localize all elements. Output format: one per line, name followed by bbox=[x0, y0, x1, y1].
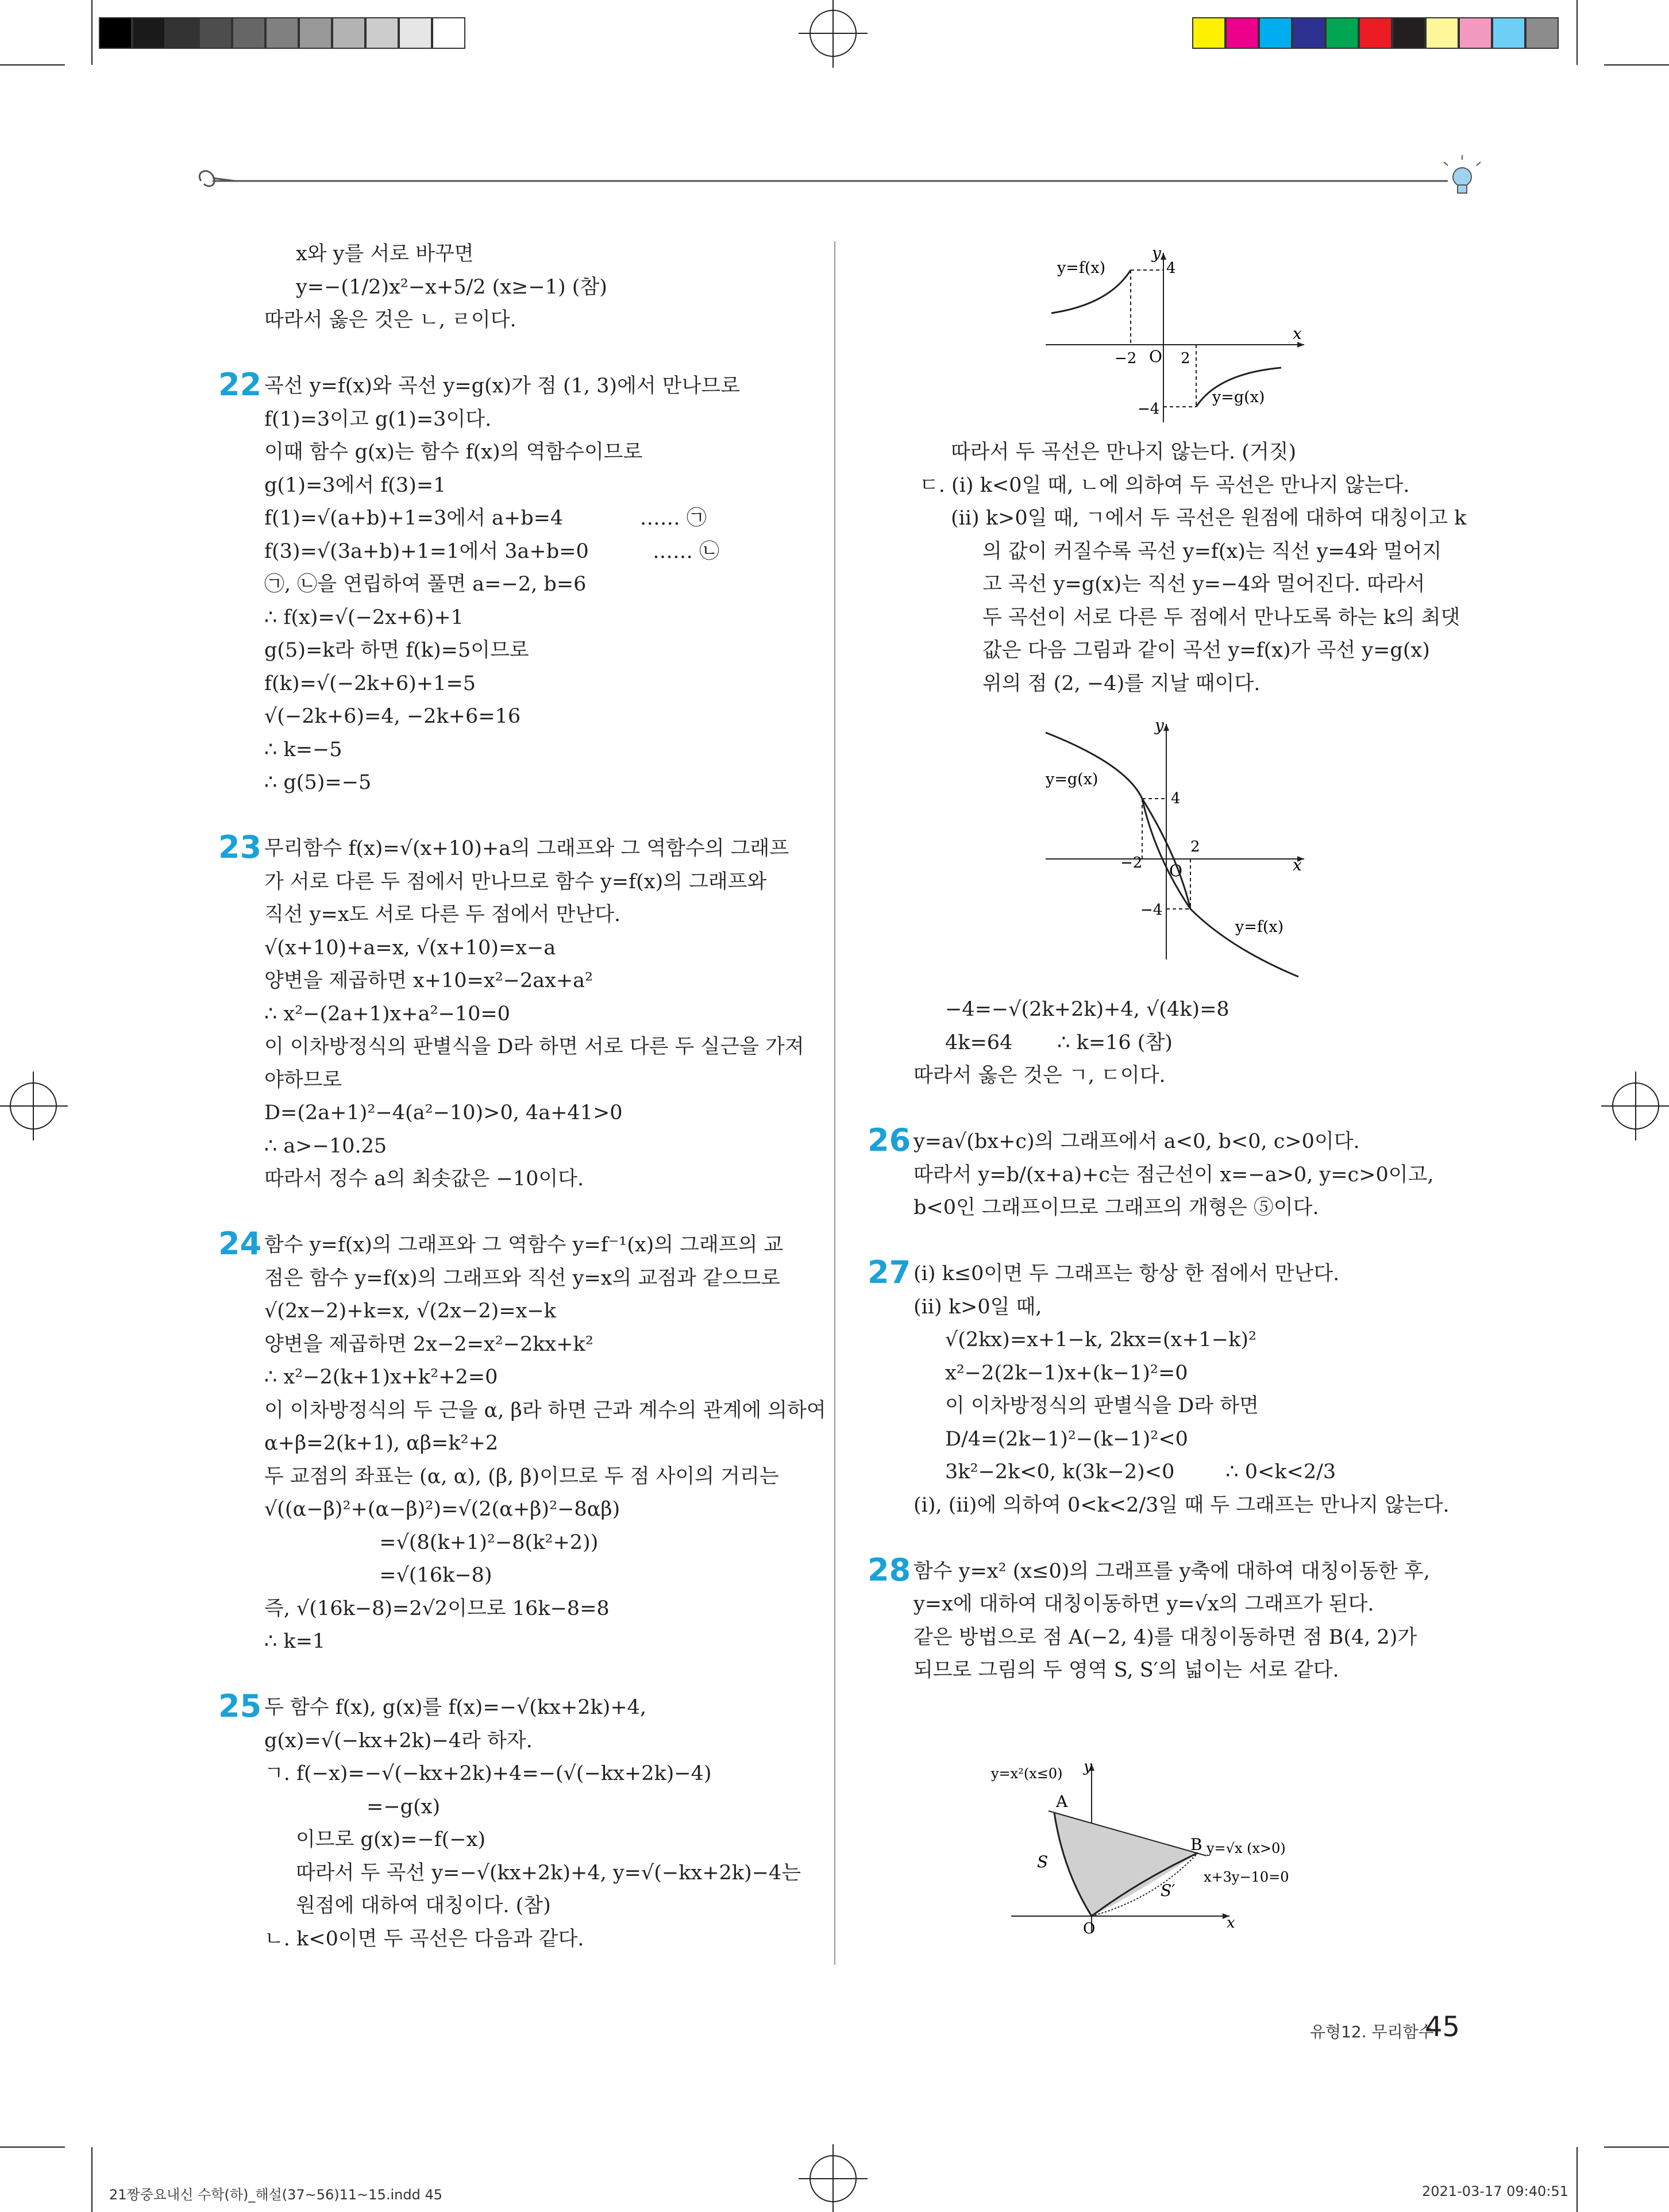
tick-neg2: −2 bbox=[1120, 854, 1143, 872]
text-line: 무리함수 f(x)=√(x+10)+a의 그래프와 그 역함수의 그래프 bbox=[264, 837, 789, 860]
text-line: ㄷ. (ⅰ) k<0일 때, ㄴ에 의하여 두 곡선은 만나지 않는다. bbox=[919, 473, 1410, 497]
ribbon-icon bbox=[199, 171, 236, 186]
tick-4: 4 bbox=[1166, 260, 1176, 277]
text-line: ∴ k=1 bbox=[264, 1630, 326, 1653]
text-line: 점은 함수 y=f(x)의 그래프와 직선 y=x의 교점과 같으므로 bbox=[264, 1266, 781, 1290]
text-line: ∴ f(x)=√(−2x+6)+1 bbox=[264, 606, 464, 629]
text-line: D/4=(2k−1)²−(k−1)²<0 bbox=[945, 1427, 1188, 1451]
text-line: 양변을 제곱하면 2x−2=x²−2kx+k² bbox=[264, 1332, 593, 1356]
text-line: ㄴ. k<0이면 두 곡선은 다음과 같다. bbox=[264, 1927, 584, 1951]
problem-number: 26 bbox=[868, 1122, 911, 1158]
text-line: 따라서 옳은 것은 ㄱ, ㄷ이다. bbox=[913, 1064, 1166, 1087]
text-line: 이 이차방정식의 판별식을 D라 하면 bbox=[945, 1394, 1259, 1417]
text-line: √(2kx)=x+1−k, 2kx=(x+1−k)² bbox=[945, 1328, 1257, 1351]
text-line: ㉠, ㉡을 연립하여 풀면 a=−2, b=6 bbox=[264, 573, 587, 596]
origin-label: O bbox=[1169, 861, 1182, 880]
y-axis-label: y bbox=[1152, 244, 1161, 263]
text-line: 양변을 제곱하면 x+10=x²−2ax+a² bbox=[264, 969, 593, 992]
text-line: y=−(1/2)x²−x+5/2 (x≥−1) (참) bbox=[296, 275, 607, 299]
text-line: 즉, √(16k−8)=2√2이므로 16k−8=8 bbox=[264, 1597, 610, 1620]
tick-2: 2 bbox=[1190, 838, 1200, 855]
text-line: 두 함수 f(x), g(x)를 f(x)=−√(kx+2k)+4, bbox=[264, 1696, 647, 1719]
text-line: 따라서 두 곡선 y=−√(kx+2k)+4, y=√(−kx+2k)−4는 bbox=[296, 1861, 801, 1885]
text-line: x²−2(2k−1)x+(k−1)²=0 bbox=[945, 1361, 1188, 1385]
header-rule bbox=[190, 155, 1488, 201]
text-line: g(1)=3에서 f(3)=1 bbox=[264, 473, 446, 497]
text-line: 4k=64 ∴ k=16 (참) bbox=[945, 1031, 1173, 1054]
text-line: 3k²−2k<0, k(3k−2)<0 ∴ 0<k<2/3 bbox=[945, 1460, 1336, 1483]
x-axis-label: x bbox=[1293, 324, 1302, 343]
text-line: 따라서 두 곡선은 만나지 않는다. (거짓) bbox=[951, 441, 1297, 464]
text-line: =√(16k−8) bbox=[264, 1564, 492, 1587]
tick-neg2: −2 bbox=[1115, 350, 1137, 367]
text-line: α+β=2(k+1), αβ=k²+2 bbox=[264, 1432, 499, 1455]
text-line: √(x+10)+a=x, √(x+10)=x−a bbox=[264, 936, 556, 959]
graph-area-symmetry bbox=[988, 1761, 1344, 1945]
text-line: f(k)=√(−2k+6)+1=5 bbox=[264, 672, 476, 695]
region-s-label: S bbox=[1037, 1852, 1049, 1871]
problem-number: 27 bbox=[868, 1254, 911, 1290]
text-line: 이 이차방정식의 두 근을 α, β라 하면 근과 계수의 관계에 의하여 bbox=[264, 1398, 826, 1422]
text-line: 의 값이 커질수록 곡선 y=f(x)는 직선 y=4와 멀어지 bbox=[982, 539, 1442, 563]
text-line: −4=−√(2k+2k)+4, √(4k)=8 bbox=[945, 998, 1229, 1021]
text-line: ∴ g(5)=−5 bbox=[264, 771, 372, 794]
text-line: (ⅰ) k≤0이면 두 그래프는 항상 한 점에서 만난다. bbox=[913, 1262, 1340, 1285]
region-s2-label: S′ bbox=[1161, 1881, 1175, 1900]
text-line: ∴ k=−5 bbox=[264, 738, 342, 761]
text-line: 이때 함수 g(x)는 함수 f(x)의 역함수이므로 bbox=[264, 441, 643, 464]
text-line: g(x)=√(−kx+2k)−4라 하자. bbox=[264, 1729, 533, 1752]
curve-f bbox=[1046, 733, 1190, 909]
text-line: 가 서로 다른 두 점에서 만나므로 함수 y=f(x)의 그래프와 bbox=[264, 870, 767, 893]
text-line: f(1)=√(a+b)+1=3에서 a+b=4 …… ㉠ bbox=[264, 507, 707, 530]
text-line: √(−2k+6)=4, −2k+6=16 bbox=[264, 705, 521, 728]
problem-number: 24 bbox=[218, 1226, 262, 1262]
text-line: =√(8(k+1)²−8(k²+2)) bbox=[264, 1531, 599, 1554]
text-line: 직선 y=x도 서로 다른 두 점에서 만난다. bbox=[264, 903, 621, 926]
text-line: y=a√(bx+c)의 그래프에서 a<0, b<0, c>0이다. bbox=[913, 1130, 1360, 1153]
problem-number: 23 bbox=[218, 829, 262, 865]
point-b-label: B bbox=[1190, 1835, 1202, 1854]
text-line: ∴ x²−2(k+1)x+k²+2=0 bbox=[264, 1366, 498, 1389]
file-name: 21짱중요내신 수학(하)_해설(37~56)11~15.indd 45 bbox=[109, 2187, 442, 2203]
y-axis-label: y bbox=[1155, 718, 1164, 735]
section-label: 유형12. 무리함수 bbox=[1310, 2022, 1434, 2041]
label-line: x+3y−10=0 bbox=[1204, 1869, 1289, 1885]
text-line: 함수 y=f(x)의 그래프와 그 역함수 y=f⁻¹(x)의 그래프의 교 bbox=[264, 1234, 784, 1257]
text-line: b<0인 그래프이므로 그래프의 개형은 ⑤이다. bbox=[913, 1196, 1319, 1219]
problem-number: 28 bbox=[868, 1551, 911, 1588]
origin-label: O bbox=[1149, 347, 1162, 366]
text-line: (ⅱ) k>0일 때, ㄱ에서 두 곡선은 원점에 대하여 대칭이고 k bbox=[951, 507, 1467, 530]
text-line: =−g(x) bbox=[264, 1795, 441, 1818]
timestamp: 2021-03-17 09:40:51 bbox=[1422, 2183, 1568, 2199]
text-line: 야하므로 bbox=[264, 1068, 342, 1092]
text-line: 따라서 옳은 것은 ㄴ, ㄹ이다. bbox=[264, 309, 516, 332]
tick-neg4: −4 bbox=[1138, 400, 1160, 418]
page-number: 45 bbox=[1425, 2011, 1460, 2043]
text-line: x와 y를 서로 바꾸면 bbox=[296, 242, 474, 265]
origin-label: O bbox=[1083, 1920, 1096, 1937]
curve-g bbox=[1142, 799, 1298, 977]
text-line: 위의 점 (2, −4)를 지날 때이다. bbox=[982, 672, 1261, 695]
y-axis-label: y bbox=[1084, 1761, 1092, 1775]
text-line: (ⅰ), (ⅱ)에 의하여 0<k<2/3일 때 두 그래프는 만나지 않는다. bbox=[913, 1493, 1450, 1517]
point-a-label: A bbox=[1056, 1792, 1068, 1811]
text-line: 두 곡선이 서로 다른 두 점에서 만나도록 하는 k의 최댓 bbox=[982, 606, 1460, 629]
text-line: 이므로 g(x)=−f(−x) bbox=[296, 1828, 485, 1851]
text-line: 값은 다음 그림과 같이 곡선 y=f(x)가 곡선 y=g(x) bbox=[982, 639, 1430, 662]
graph-k-negative bbox=[1040, 241, 1316, 425]
x-axis-label: x bbox=[1227, 1914, 1235, 1932]
text-line: 함수 y=x² (x≤0)의 그래프를 y축에 대하여 대칭이동한 후, bbox=[913, 1559, 1430, 1583]
column-divider bbox=[834, 241, 835, 1965]
text-line: ∴ a>−10.25 bbox=[264, 1134, 387, 1158]
text-line: 되므로 그림의 두 영역 S, S′의 넓이는 서로 같다. bbox=[913, 1659, 1339, 1682]
text-line: 고 곡선 y=g(x)는 직선 y=−4와 멀어진다. 따라서 bbox=[982, 573, 1425, 596]
lightbulb-icon bbox=[1444, 155, 1481, 193]
text-line: 같은 방법으로 점 A(−2, 4)를 대칭이동하면 점 B(4, 2)가 bbox=[913, 1625, 1417, 1649]
label-f: y=f(x) bbox=[1235, 918, 1284, 936]
problem-number: 25 bbox=[218, 1688, 262, 1724]
tick-2: 2 bbox=[1181, 350, 1190, 367]
text-line: √(2x−2)+k=x, √(2x−2)=x−k bbox=[264, 1300, 556, 1323]
text-line: 따라서 y=b/(x+a)+c는 점근선이 x=−a>0, y=c>0이고, bbox=[913, 1163, 1434, 1186]
label-g: y=g(x) bbox=[1212, 388, 1265, 406]
text-line: D=(2a+1)²−4(a²−10)>0, 4a+41>0 bbox=[264, 1101, 623, 1124]
text-line: f(3)=√(3a+b)+1=1에서 3a+b=0 …… ㉡ bbox=[264, 539, 720, 563]
text-line: 이 이차방정식의 판별식을 D라 하면 서로 다른 두 실근을 가져 bbox=[264, 1035, 804, 1058]
text-line: √((α−β)²+(α−β)²)=√(2(α+β)²−8αβ) bbox=[264, 1498, 620, 1521]
label-sqrt: y=√x (x>0) bbox=[1207, 1840, 1286, 1856]
label-f: y=f(x) bbox=[1057, 259, 1106, 277]
label-g: y=g(x) bbox=[1046, 770, 1098, 788]
tick-neg4: −4 bbox=[1140, 901, 1163, 919]
label-parabola: y=x²(x≤0) bbox=[991, 1766, 1063, 1782]
problem-number: 22 bbox=[218, 367, 262, 403]
text-line: y=x에 대하여 대칭이동하면 y=√x의 그래프가 된다. bbox=[913, 1593, 1374, 1616]
text-line: ㄱ. f(−x)=−√(−kx+2k)+4=−(√(−kx+2k)−4) bbox=[264, 1762, 712, 1785]
text-line: f(1)=3이고 g(1)=3이다. bbox=[264, 407, 492, 431]
x-axis-label: x bbox=[1293, 855, 1302, 874]
text-line: 곡선 y=f(x)와 곡선 y=g(x)가 점 (1, 3)에서 만나므로 bbox=[264, 375, 741, 398]
text-line: 따라서 정수 a의 최솟값은 −10이다. bbox=[264, 1167, 584, 1190]
text-line: ∴ x²−(2a+1)x+a²−10=0 bbox=[264, 1002, 510, 1026]
text-line: (ⅱ) k>0일 때, bbox=[913, 1295, 1042, 1319]
text-line: 두 교점의 좌표는 (α, α), (β, β)이므로 두 점 사이의 거리는 bbox=[264, 1465, 779, 1488]
tick-4: 4 bbox=[1171, 790, 1181, 807]
text-line: g(5)=k라 하면 f(k)=5이므로 bbox=[264, 639, 529, 662]
text-line: 원점에 대하여 대칭이다. (참) bbox=[296, 1894, 551, 1917]
graph-k-max bbox=[1040, 718, 1316, 988]
